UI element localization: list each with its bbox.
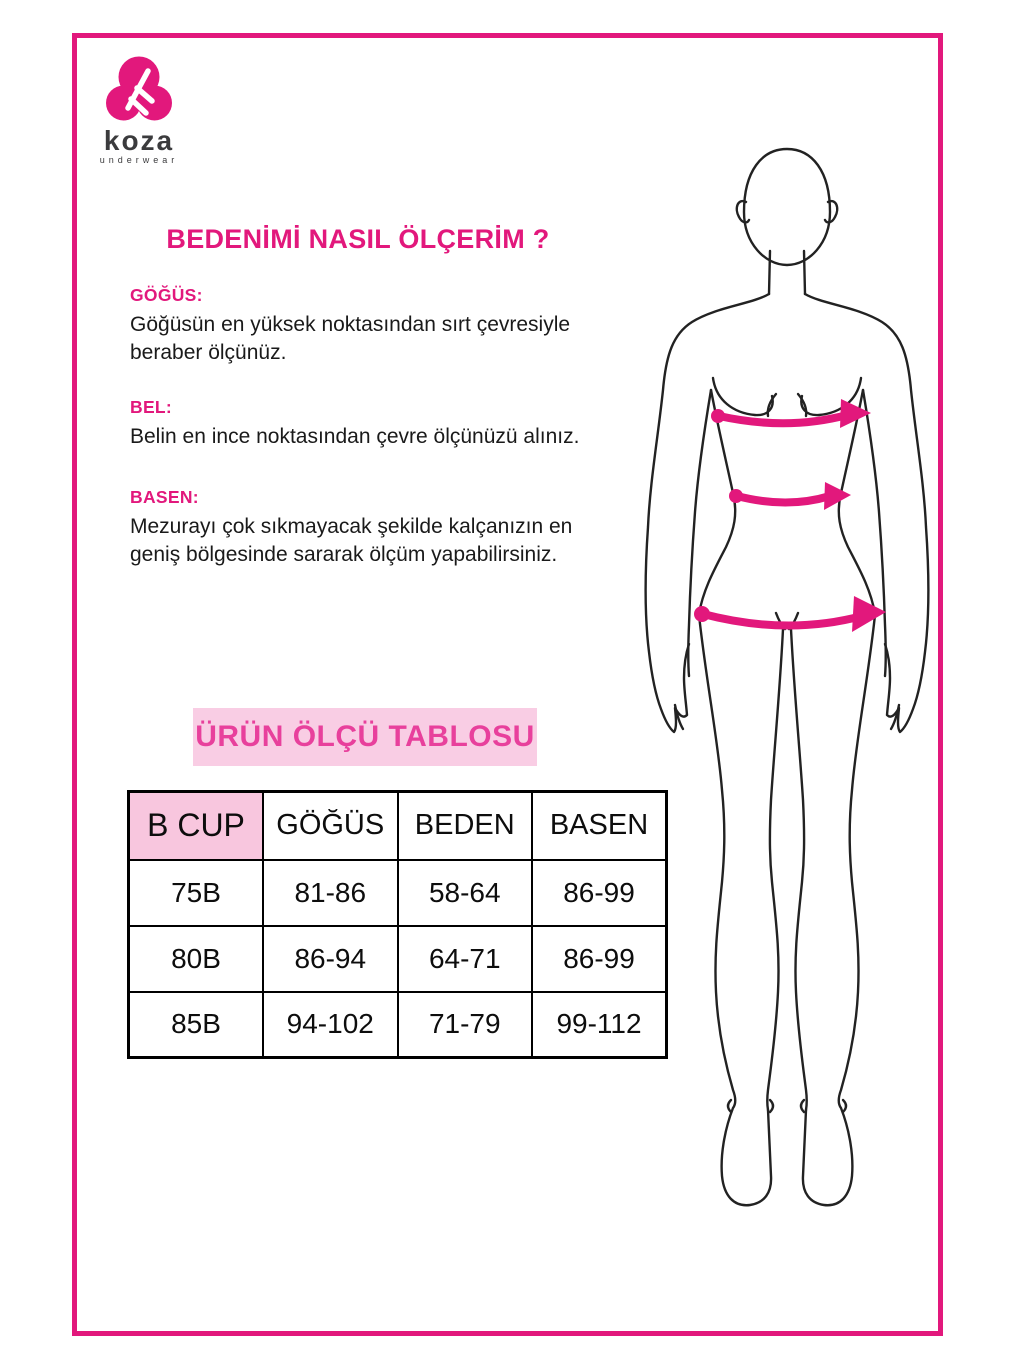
section-bel <box>130 397 618 451</box>
size-table-title: ÜRÜN ÖLÇÜ TABLOSU <box>193 708 537 766</box>
bust-arrow <box>711 399 871 428</box>
cell-basen: 86-99 <box>532 926 667 992</box>
table-header-row <box>129 792 667 860</box>
brand-name: koza <box>103 125 175 156</box>
column-header-cup: B CUP <box>129 792 264 860</box>
cell-gogus: 81-86 <box>263 860 398 926</box>
cell-basen: 99-112 <box>532 992 667 1058</box>
table-row <box>129 926 667 992</box>
cell-gogus: 86-94 <box>263 926 398 992</box>
section-gogus <box>130 285 618 367</box>
page-title: BEDENİMİ NASIL ÖLÇERİM ? <box>166 224 550 254</box>
section-gogus-heading: GÖĞÜS: <box>130 285 203 305</box>
body-outline <box>646 149 929 1205</box>
cell-basen: 86-99 <box>532 860 667 926</box>
table-row <box>129 860 667 926</box>
table-row <box>129 992 667 1058</box>
female-measurement-figure <box>612 140 948 1225</box>
hip-arrow <box>694 596 886 632</box>
cell-beden: 64-71 <box>398 926 533 992</box>
size-table <box>127 790 668 1059</box>
brand-subtitle: underwear <box>99 155 179 165</box>
section-basen-text: Mezurayı çok sıkmayacak şekilde kalçanızın en geniş bölgesinde sararak ölçüm yapabilirsiniz. <box>130 515 573 566</box>
section-basen-heading: BASEN: <box>130 487 199 507</box>
cell-beden: 58-64 <box>398 860 533 926</box>
section-basen <box>130 487 618 569</box>
cell-size: 80B <box>129 926 264 992</box>
column-header-basen: BASEN <box>532 792 667 860</box>
cell-beden: 71-79 <box>398 992 533 1058</box>
trefoil-cloud-with-branch-icon <box>106 56 172 126</box>
waist-arrow <box>729 482 851 510</box>
section-bel-heading: BEL: <box>130 397 173 417</box>
section-bel-text: Belin en ince noktasından çevre ölçünüzü alınız. <box>130 425 580 448</box>
cell-gogus: 94-102 <box>263 992 398 1058</box>
brand-logo <box>99 56 179 165</box>
section-gogus-text: Göğüsün en yüksek noktasından sırt çevresiyle beraber ölçünüz. <box>130 313 571 364</box>
column-header-beden: BEDEN <box>398 792 533 860</box>
cell-size: 85B <box>129 992 264 1058</box>
cell-size: 75B <box>129 860 264 926</box>
column-header-gogus: GÖĞÜS <box>263 792 398 860</box>
